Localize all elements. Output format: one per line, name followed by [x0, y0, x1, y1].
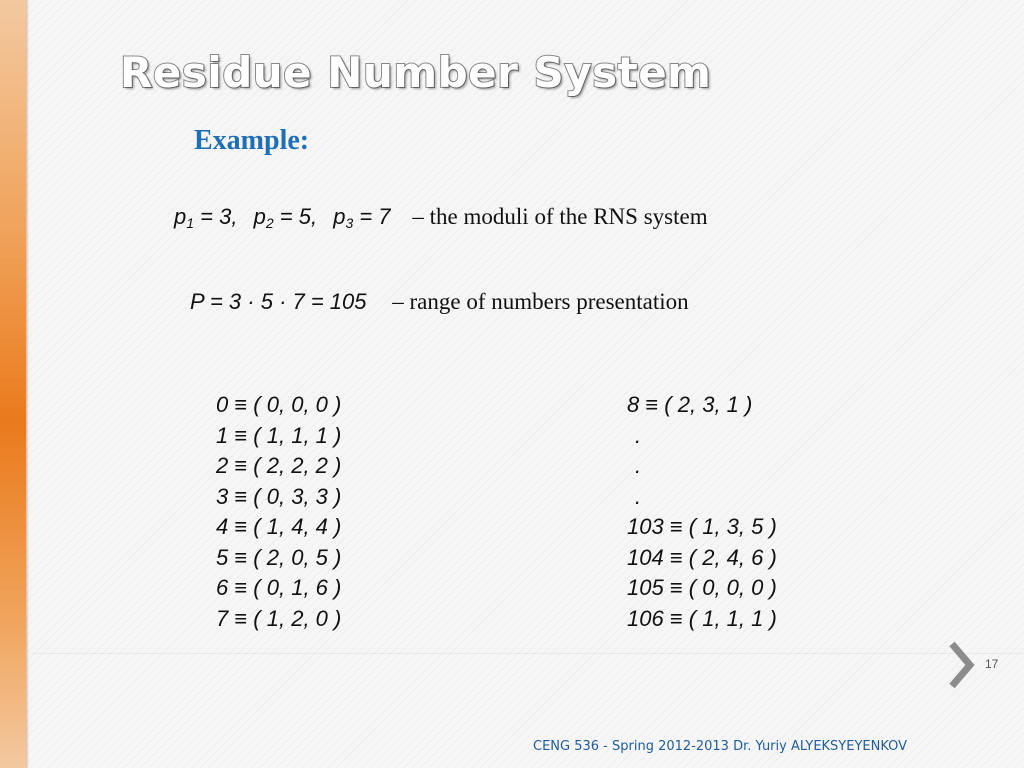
moduli-formula: $p_1 = 3$, $p_2 = 5$, $p_3 = 7$: [174, 204, 391, 231]
moduli-line: [174, 204, 708, 231]
residue-item: 6 ≡ ( 0, 1, 6 ): [216, 575, 342, 600]
residue-item: 7 ≡ ( 1, 2, 0 ): [216, 605, 342, 631]
ellipsis-dot: .: [635, 453, 642, 478]
chevron-right-icon[interactable]: [946, 640, 976, 690]
range-formula: P = 3 · 5 · 7 = 105: [190, 289, 367, 314]
right-residue-list: [627, 390, 777, 634]
slide-title: Residue Number System: [120, 48, 712, 97]
moduli-description: – the moduli of the RNS system: [412, 204, 708, 229]
residue-item: 0 ≡ ( 0, 0, 0 ): [216, 392, 342, 417]
residue-item: 4 ≡ ( 1, 4, 4 ): [216, 514, 342, 539]
residue-item: 106 ≡ ( 1, 1, 1 ): [627, 605, 777, 631]
left-accent-bar: [0, 0, 26, 768]
left-accent-shadow: [26, 0, 29, 768]
residue-item: 104 ≡ ( 2, 4, 6 ): [627, 544, 777, 570]
divider: [30, 653, 1024, 654]
footer-text: CENG 536 - Spring 2012-2013 Dr. Yuriy ALYEKSYEYENKOV: [533, 739, 908, 754]
residue-item: 103 ≡ ( 1, 3, 5 ): [627, 514, 777, 539]
residue-item: 3 ≡ ( 0, 3, 3 ): [216, 483, 342, 509]
page-number: 17: [985, 657, 999, 671]
ellipsis-dot: .: [635, 422, 642, 448]
residue-item: 1 ≡ ( 1, 1, 1 ): [216, 422, 342, 448]
ellipsis-dot: .: [635, 483, 642, 509]
range-line: [190, 289, 689, 315]
residue-item: 8 ≡ ( 2, 3, 1 ): [627, 392, 753, 417]
range-description: – range of numbers presentation: [392, 289, 689, 314]
example-label: Example:: [194, 125, 310, 156]
residue-item: 5 ≡ ( 2, 0, 5 ): [216, 544, 342, 570]
residue-item: 105 ≡ ( 0, 0, 0 ): [627, 575, 777, 600]
residue-item: 2 ≡ ( 2, 2, 2 ): [216, 453, 342, 478]
left-residue-list: [216, 390, 341, 634]
